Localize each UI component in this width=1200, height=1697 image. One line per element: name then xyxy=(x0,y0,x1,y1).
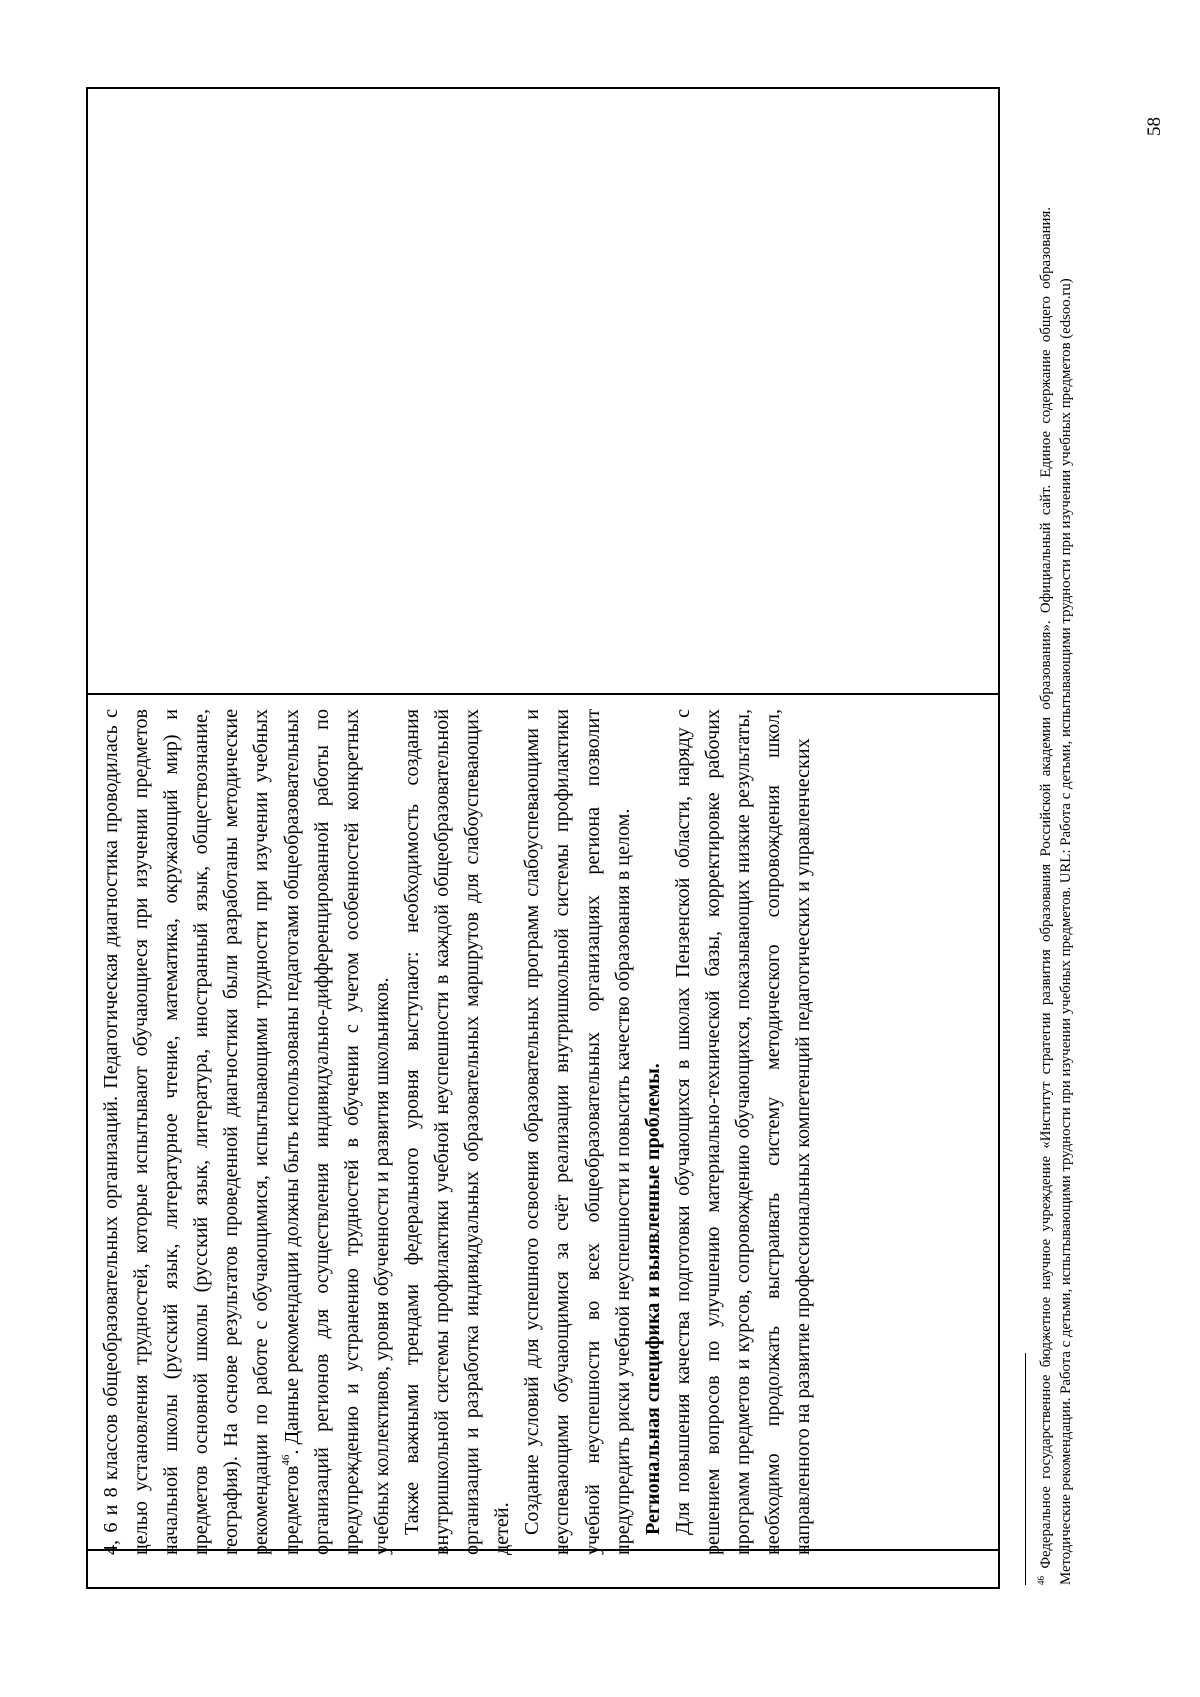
footnote xyxy=(1036,207,1076,1585)
table-text-cell xyxy=(96,709,818,1555)
page-number: 58 xyxy=(1144,117,1165,136)
footnote-separator xyxy=(1025,1353,1026,1585)
footnote-marker: 46 xyxy=(1036,1576,1046,1585)
paragraph-diagnostics: 4, 6 и 8 классов общеобразовательных организаций. Педагогическая диагностика проводилась с целью установления трудностей, которые испытывают обучающиеся при изучении предметов начальной школы (русский язык, литературное чтение, математика, окружающий мир) и предметов основной школы (русский язык, литература, иностранный язык, обществознание, география). На основе результатов проведенной диагностики были разработаны методические рекомендации по работе с обучающимися, испытывающими трудности при изучении учебных предметов$^{46}$. Данные рекомендации должны быть использованы педагогами общеобразовательных организаций регионов для осуществления индивидуально-дифференцированной работы по предупреждению и устранению трудностей в обучении с учетом особенностей конкретных учебных коллективов, уровня обученности и развития школьников. xyxy=(100,709,393,1555)
paragraph-conditions: Создание условий для успешного освоения образовательных программ слабоуспевающими и неуспевающими обучающимися за счёт реализации внутришкольной системы профилактики учебной неуспешности во всех общеобразовательных организациях региона позволит предупредить риски учебной неуспешности и повысить качество образования в целом. xyxy=(521,709,634,1555)
table-column-divider xyxy=(88,693,998,695)
section-heading: Региональная специфика и выявленные проблемы. xyxy=(641,1063,664,1535)
paragraph-federal-trends: Также важными трендами федерального уровня выступают: необходимость создания внутришкольной системы профилактики учебной неуспешности в каждой общеобразовательной организации и разработка индивидуальных образовательных маршрутов для слабоуспевающих детей. xyxy=(400,709,514,1555)
paragraph-regional: Для повышения качества подготовки обучающихся в школах Пензенской области, наряду с решением вопросов по улучшению материально-технической базы, корректировке рабочих программ предметов и курсов, сопровождению обучающихся, показывающих низкие результаты, необходимо продолжать выстраивать систему методического сопровождения школ, направленного на развитие профессиональных компетенций педагогических и управленческих xyxy=(671,709,815,1555)
footnote-reference: 46 xyxy=(279,1454,292,1466)
footnote-text: Федеральное государственное бюджетное научное учреждение «Институт стратегии развития образования Российской академии образования». Официальный сайт. Единое содержание общего образования. Методические рекомендации. Работа с детьми, испытывающими трудности при изучении учебных предметов. URL: Работа с детьми, испытывающими трудности при изучении учебных предметов (edsoo.ru) xyxy=(1038,207,1074,1585)
